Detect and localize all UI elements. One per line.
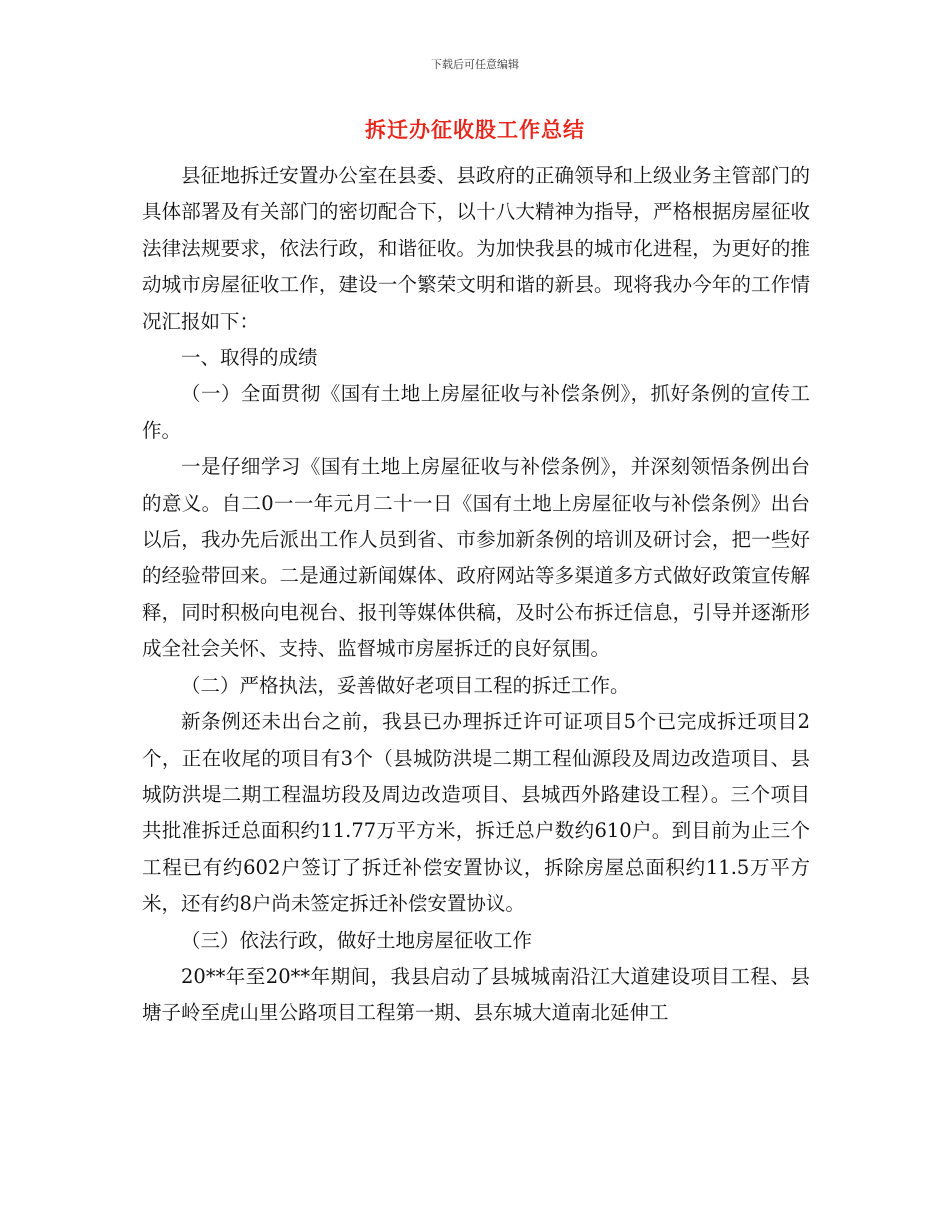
- paragraph-study-regulations: 一是仔细学习《国有土地上房屋征收与补偿条例》，并深刻领悟条例出台的意义。自二0一一年元月二十一日《国有土地上房屋征收与补偿条例》出台以后，我办先后派出工作人员到省、市参加新条例的培训及研讨会，把一些好的经验带回来。二是通过新闻媒体、政府网站等多渠道多方式做好政策宣传解释，同时积极向电视台、报刊等媒体供稿，及时公布拆迁信息，引导并逐渐形成全社会关怀、支持、监督城市房屋拆迁的良好氛围。: [142, 455, 810, 661]
- subsection-heading-3: （三）依法行政，做好土地房屋征收工作: [181, 928, 533, 952]
- document-body: [142, 158, 810, 1032]
- subsection-heading-2: （二）严格执法，妥善做好老项目工程的拆迁工作。: [181, 673, 630, 697]
- subsection-heading-1: （一）全面贯彻《国有土地上房屋征收与补偿条例》，抓好条例的宣传工作。: [142, 382, 810, 442]
- paragraph-land-acquisition: 20**年至20**年期间，我县启动了县城城南沿江大道建设项目工程、县塘子岭至虎山里公路项目工程第一期、县东城大道南北延伸工: [142, 964, 810, 1025]
- header-note: 下载后可任意编辑: [431, 58, 519, 71]
- paragraph-old-projects: 新条例还未出台之前，我县已办理拆迁许可证项目5个已完成拆迁项目2个，正在收尾的项目有3个（县城防洪堤二期工程仙源段及周边改造项目、县城防洪堤二期工程温坊段及周边改造项目、县城西外路建设工程）。三个项目共批准拆迁总面积约11.77万平方米，拆迁总户数约610户。到目前为止三个工程已有约602户签订了拆迁补偿安置协议，拆除房屋总面积约11.5万平方米，还有约8户尚未签定拆迁补偿安置协议。: [142, 710, 810, 916]
- document-title: 拆迁办征收股工作总结: [365, 118, 585, 142]
- section-heading-achievements: 一、取得的成绩: [181, 346, 318, 370]
- paragraph-intro: 县征地拆迁安置办公室在县委、县政府的正确领导和上级业务主管部门的具体部署及有关部门的密切配合下，以十八大精神为指导，严格根据房屋征收法律法规要求，依法行政，和谐征收。为加快我县的城市化进程，为更好的推动城市房屋征收工作，建设一个繁荣文明和谐的新县。现将我办今年的工作情况汇报如下：: [142, 164, 810, 333]
